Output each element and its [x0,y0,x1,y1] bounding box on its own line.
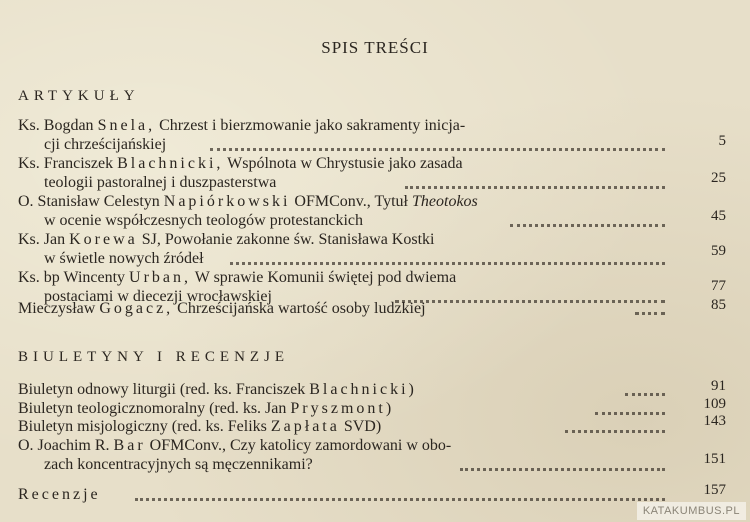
watermark-label: KATAKUMBUS.PL [637,502,746,520]
page-number: 157 [703,482,726,498]
author-surname: Urban, [129,269,192,286]
toc-entry-2-line-2 [44,173,708,192]
page-number: 109 [703,396,726,412]
section-heading-artykuly: ARTYKUŁY [18,88,140,104]
entry-title: SJ, Powołanie zakonne św. Stanisława Kostki [141,231,435,248]
entry-title-continued: w ocenie współczesnych teologów protestanckich [44,212,364,229]
author-prefix: Ks. Jan [18,231,66,248]
dot-leader [230,262,665,265]
author-surname: Napiórkowski [163,193,291,210]
entry-title-italic: Theotokos [412,193,478,210]
dot-leader [405,186,665,189]
author-surname: Korewa [69,231,138,248]
editor-surname: Zapłata [270,418,340,435]
dot-leader [135,498,665,501]
author-prefix: Ks. Bogdan [18,117,94,134]
author-prefix: O. Joachim R. [18,437,110,454]
dot-leader [460,468,665,471]
toc-entry-1-line-2 [44,135,708,154]
editor-suffix: SVD) [343,418,382,435]
author-surname: Snela, [97,117,156,134]
page-number: 45 [711,208,726,224]
entry-title-continued: postaciami w diecezji wrocławskiej [44,288,272,305]
author-prefix: Ks. Franciszek [18,155,114,172]
toc-bulletin-1 [18,380,708,399]
page-number: 5 [718,133,726,149]
page-number: 77 [711,278,726,294]
toc-reviews [18,485,708,504]
entry-title-continued: teologii pastoralnej i duszpasterstwa [44,174,277,191]
entry-title-continued: w świetle nowych źródeł [44,250,204,267]
editor-surname: Pryszmont) [290,400,395,417]
page-number: 25 [711,170,726,186]
dot-leader [625,393,665,396]
author-surname: Gogacz, [99,300,174,317]
bulletin-title: Biuletyn teologicznomoralny (red. ks. Jan [18,400,287,417]
toc-entry-1-line-1 [18,116,708,135]
dot-leader [595,412,665,415]
toc-bulletin-2 [18,399,708,418]
page-number: 59 [711,243,726,259]
editor-surname: Blachnicki) [309,381,417,398]
toc-entry-5-line-1 [18,268,708,287]
reviews-label: Recenzje [18,486,101,503]
author-surname: Blachnicki, [117,155,224,172]
entry-title: W sprawie Komunii świętej pod dwiema [194,269,457,286]
page-number: 151 [703,451,726,467]
page-number: 85 [711,297,726,313]
toc-entry-2-line-1 [18,154,708,173]
entry-title-continued: cji chrześcijańskiej [44,136,167,153]
author-surname: Bar [113,437,146,454]
page-number: 91 [711,378,726,394]
toc-entry-4-line-1 [18,230,708,249]
author-prefix: O. Stanisław Celestyn [18,193,160,210]
section-heading-biuletyny: BIULETYNY I RECENZJE [18,349,290,365]
toc-entry-4-line-2 [44,249,708,268]
bulletin-title: Biuletyn misjologiczny (red. ks. Feliks [18,418,267,435]
entry-title: Chrzest i bierzmowanie jako sakramenty inicja- [159,117,466,134]
entry-title: Wspólnota w Chrystusie jako zasada [227,155,463,172]
toc-entry-3-line-2 [44,211,708,230]
toc-entry-6-line-1 [18,299,708,318]
entry-title: OFMConv., Tytuł [294,193,408,210]
page-number: 143 [703,413,726,429]
author-prefix: Mieczysław [18,300,96,317]
entry-title-continued: zach koncentracyjnych są męczennikami? [44,456,313,473]
toc-bulletin-4-line-1 [18,436,708,455]
toc-entry-3-line-1 [18,192,708,211]
toc-bulletin-4-line-2 [44,455,708,474]
dot-leader [565,430,665,433]
dot-leader [210,148,665,151]
entry-title: OFMConv., Czy katolicy zamordowani w obo- [149,437,452,454]
bulletin-title: Biuletyn odnowy liturgii (red. ks. Franciszek [18,381,306,398]
toc-bulletin-3 [18,417,708,436]
author-prefix: Ks. bp Wincenty [18,269,126,286]
dot-leader [635,312,665,315]
page-title: SPIS TREŚCI [321,38,429,57]
dot-leader [510,224,665,227]
entry-title: Chrześcijańska wartość osoby ludzkiej [177,300,426,317]
